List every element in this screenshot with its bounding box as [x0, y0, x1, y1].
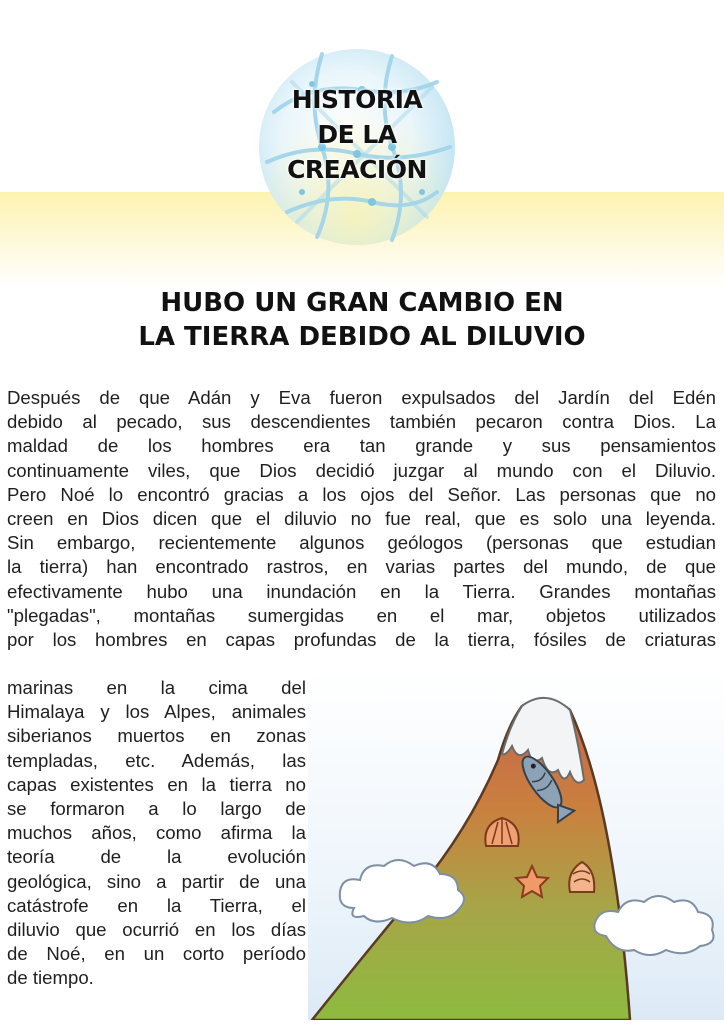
text-line: muchos años, como afirma la: [7, 822, 306, 844]
text-line: diluvio que ocurrió en los días: [7, 918, 306, 940]
logo: [252, 42, 462, 252]
text-line: se formaron a lo largo de: [7, 797, 306, 819]
body-paragraph-narrow: [7, 676, 306, 990]
text-line: continuamente viles, que Dios decidió juzgar al mundo con el Diluvio.: [7, 459, 716, 481]
text-line: catástrofe en la Tierra, el: [7, 894, 306, 916]
body-paragraph-full: [7, 386, 716, 652]
text-line: Sin embargo, recientemente algunos geólogos (personas que estudian: [7, 532, 716, 554]
text-line: la tierra) han encontrado rastros, en varias partes del mundo, de que: [7, 556, 716, 578]
logo-title: [252, 82, 462, 187]
text-line: teoría de la evolución: [7, 846, 306, 868]
text-line: marinas en la cima del: [7, 677, 306, 698]
text-line: Después de que Adán y Eva fueron expulsados del Jardín del Edén: [7, 387, 716, 408]
text-line: capas existentes en la tierra no: [7, 773, 306, 795]
text-line: Pero Noé lo encontró gracias a los ojos del Señor. Las personas que no: [7, 483, 716, 505]
logo-line: DE LA: [317, 120, 397, 149]
text-line: siberianos muertos en zonas: [7, 725, 306, 747]
text-line: maldad de los hombres era tan grande y sus pensamientos: [7, 435, 716, 457]
text-line: Himalaya y los Alpes, animales: [7, 701, 306, 723]
page-title: [0, 286, 724, 354]
logo-line: CREACIÓN: [287, 155, 427, 184]
text-line: debido al pecado, sus descendientes también pecaron contra Dios. La: [7, 411, 716, 433]
title-line: LA TIERRA DEBIDO AL DILUVIO: [138, 322, 586, 352]
text-line: creen en Dios dicen que el diluvio no fue real, que es solo una leyenda.: [7, 507, 716, 529]
text-line: "plegadas", montañas sumergidas en el mar, objetos utilizados: [7, 604, 716, 626]
text-line: de tiempo.: [7, 967, 94, 989]
title-line: HUBO UN GRAN CAMBIO EN: [160, 288, 564, 318]
logo-line: HISTORIA: [291, 85, 423, 114]
mountain-with-fossils-illustration: [308, 670, 724, 1020]
text-line: por los hombres en capas profundas de la tierra, fósiles de criaturas: [7, 628, 716, 650]
text-line: de Noé, en un corto período: [7, 943, 306, 965]
text-line: templadas, etc. Además, las: [7, 749, 306, 771]
text-line: geológica, sino a partir de una: [7, 870, 306, 892]
mountain-shape: [312, 699, 630, 1020]
text-line: efectivamente hubo una inundación en la Tierra. Grandes montañas: [7, 580, 716, 602]
